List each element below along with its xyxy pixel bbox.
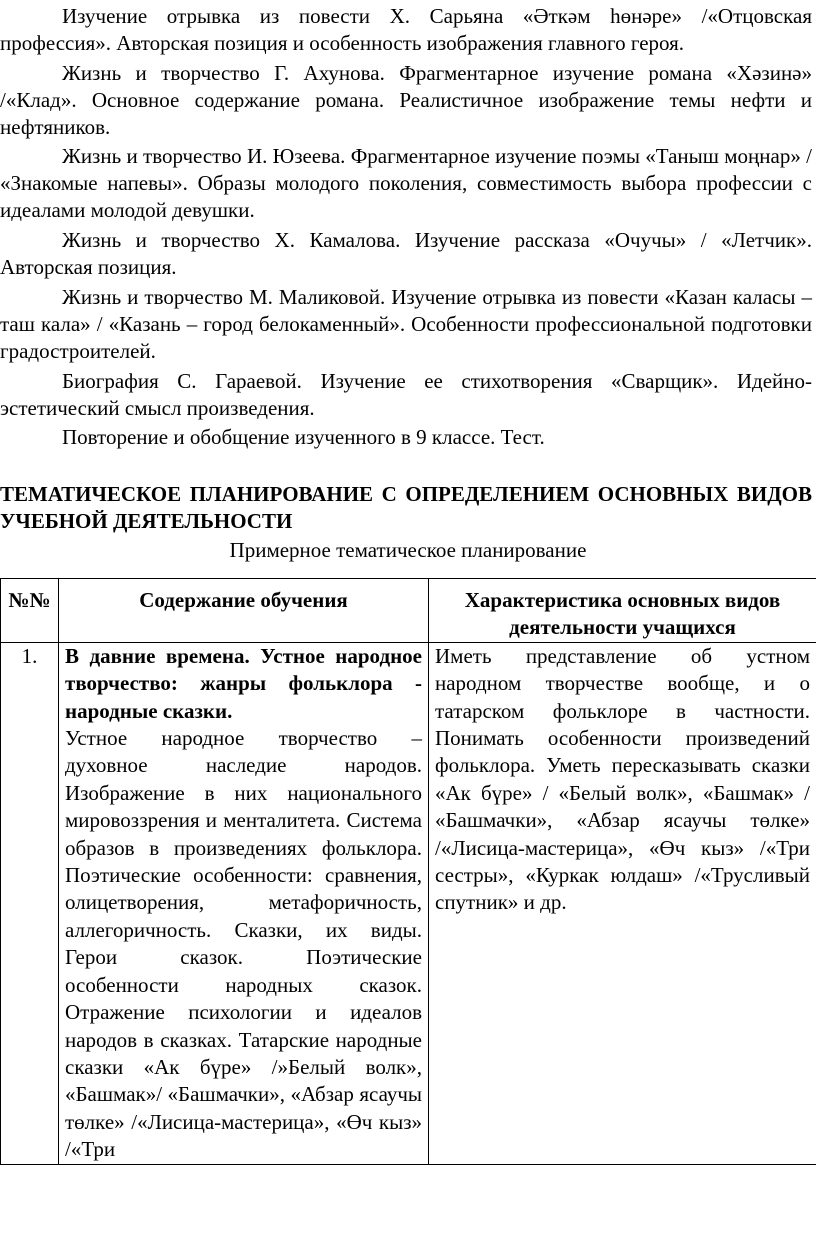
paragraph-sarian: Изучение отрывка из повести Х. Сарьяна «Әткәм һөнәре» /«Отцовская профессия». Авторская позиция и особенность изображения главного героя. xyxy=(0,4,812,55)
row-content: Устное народное творчество – духовное наследие народов. Изображение в них национального мировоззрения и менталитета. Система образов в произведениях фольклора. Поэтические особенности: сравнения, олицетворения, метафоричность, аллегоричность. Сказки, их виды. Герои сказок. Поэтические особенности народных сказок. Отражение психологии и идеалов народов в сказках. Татарские народные сказки «Ак бүре» /»Белый волк», «Башмак»/ «Башмачки», «Абзар ясаучы төлке» /«Лисица-мастерица», «Өч кыз» /«Три xyxy=(65,726,422,1162)
row-title: В давние времена. Устное народное творчество: жанры фольклора - народные сказки. xyxy=(65,643,422,723)
paragraph-garaeva: Биография С. Гараевой. Изучение ее стихотворения «Сварщик». Идейно-эстетический смысл произведения. xyxy=(0,369,812,420)
table-row xyxy=(1,642,816,1164)
header-content: Содержание обучения xyxy=(59,579,429,643)
section-heading: ТЕМАТИЧЕСКОЕ ПЛАНИРОВАНИЕ С ОПРЕДЕЛЕНИЕМ ОСНОВНЫХ ВИДОВ УЧЕБНОЙ ДЕЯТЕЛЬНОСТИ xyxy=(0,482,812,533)
paragraph-yuzeev: Жизнь и творчество И. Юзеева. Фрагментарное изучение поэмы «Таныш моңнар» / «Знакомые напевы». Образы молодого поколения, совместимость выбора профессии с идеалами молодой девушки. xyxy=(0,144,812,222)
paragraph-akhunov: Жизнь и творчество Г. Ахунова. Фрагментарное изучение романа «Хәзинә» /«Клад». Основное содержание романа. Реалистичное изображение темы нефти и нефтяников. xyxy=(0,61,812,139)
paragraph-malikova: Жизнь и творчество М. Маликовой. Изучение отрывка из повести «Казан каласы – таш кала» / «Казань – город белокаменный». Особенности профессиональной подготовки градостроителей. xyxy=(0,285,812,363)
paragraph-kamalov: Жизнь и творчество Х. Камалова. Изучение рассказа «Очучы» / «Летчик». Авторская позиция. xyxy=(0,228,812,279)
paragraph-review: Повторение и обобщение изученного в 9 классе. Тест. xyxy=(62,425,545,449)
row-content-cell xyxy=(59,642,429,1164)
row-activities: Иметь представление об устном народном творчестве вообще, и о татарском фольклоре в частности. Понимать особенности произведений фольклора. Уметь пересказывать сказки «Ак бүре» / «Белый волк», «Башмак» / «Башмачки», «Абзар ясаучы төлке» /«Лисица-мастерица», «Өч кыз» /«Три сестры», «Куркак юлдаш» /«Трусливый спутник» и др. xyxy=(429,642,816,1164)
header-num: №№ xyxy=(1,579,59,643)
section-subtitle: Примерное тематическое планирование xyxy=(229,538,587,562)
table-header-row xyxy=(1,579,816,643)
row-number: 1. xyxy=(1,642,59,1164)
thematic-plan-table xyxy=(0,578,816,1165)
header-activities: Характеристика основных видов деятельности учащихся xyxy=(429,579,816,643)
